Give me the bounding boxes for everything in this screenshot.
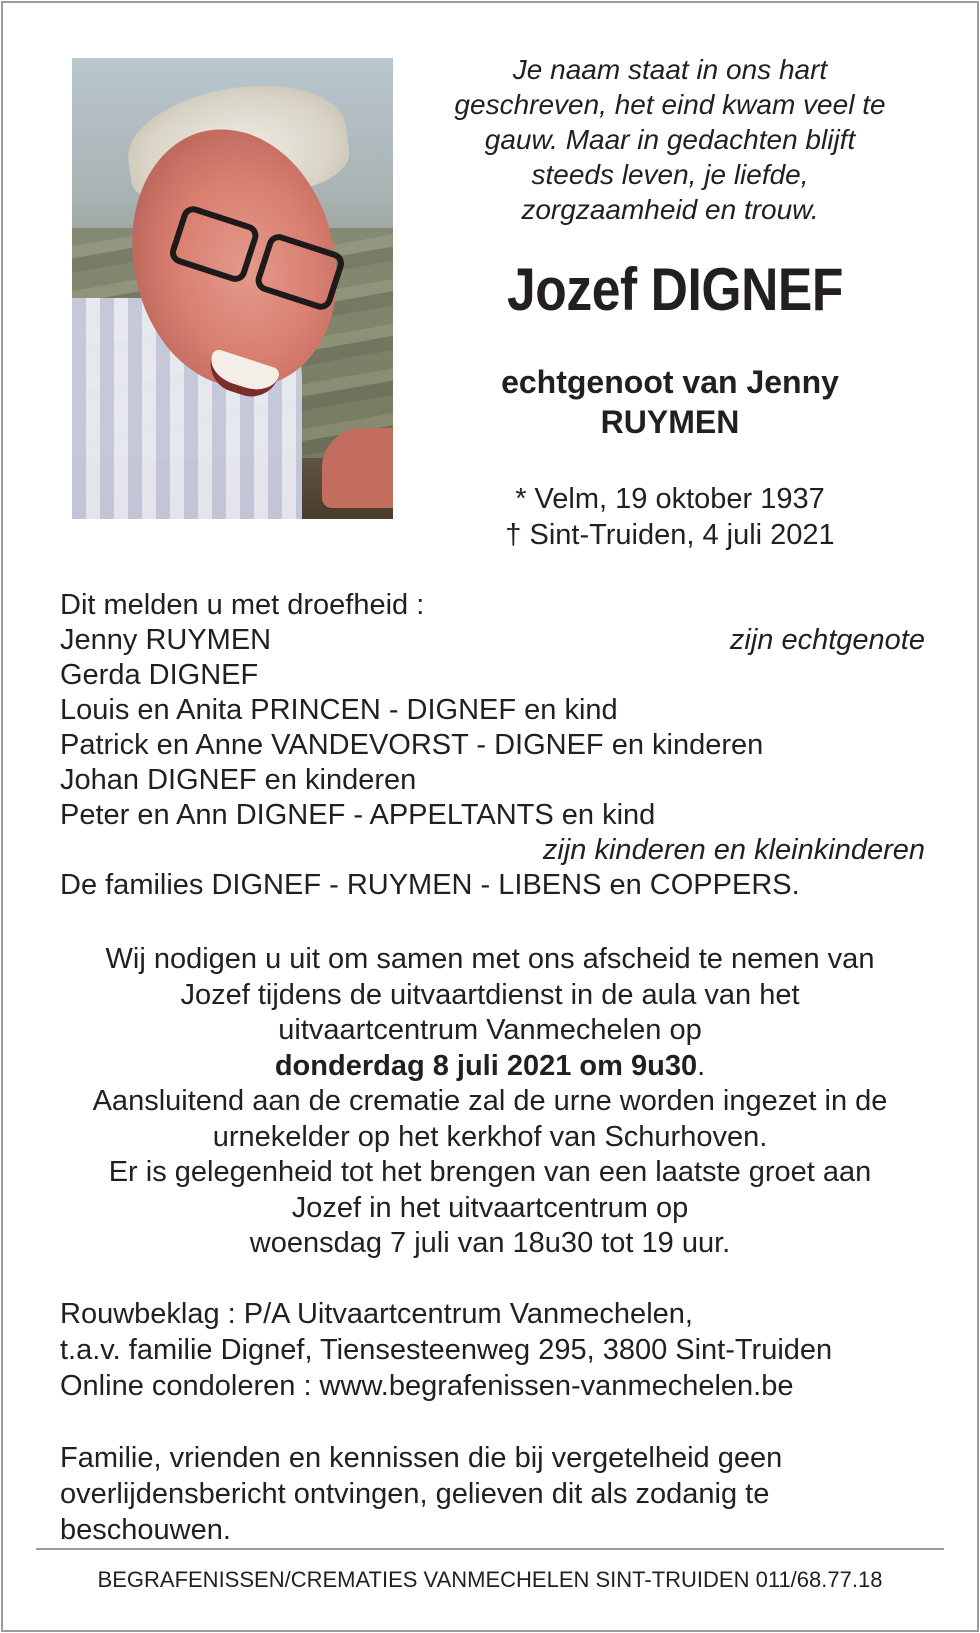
invitation-line: Jozef in het uitvaartcentrum op <box>291 1191 689 1224</box>
service-datetime: donderdag 8 juli 2021 om 9u30 <box>274 1049 698 1082</box>
family-row: Peter en Ann DIGNEF - APPELTANTS en kind <box>60 799 656 831</box>
invitation-line: woensdag 7 juli van 18u30 tot 19 uur. <box>249 1227 731 1259</box>
verse-line: Je naam staat in ons hart <box>512 54 828 85</box>
spouse-line: RUYMEN <box>600 404 740 440</box>
spouse-role: zijn echtgenote <box>729 624 925 656</box>
invitation-line: Wij nodigen u uit om samen met ons afscheid te nemen van <box>105 943 875 975</box>
invitation-line: Jozef tijdens de uitvaartdienst in de aula van het <box>180 978 800 1011</box>
condolence-contact <box>60 1296 940 1404</box>
verse-line: steeds leven, je liefde, <box>531 159 809 190</box>
family-row-spouse <box>60 623 925 658</box>
family-list <box>60 588 925 903</box>
notice-line: Familie, vrienden en kennissen die bij vergetelheid geen <box>60 1442 783 1474</box>
invitation-line: Er is gelegenheid tot het brengen van een laatste groet aan <box>108 1156 872 1188</box>
family-row: Johan DIGNEF en kinderen <box>60 764 417 796</box>
family-intro: Dit melden u met droefheid : <box>60 589 425 621</box>
invitation-line: uitvaartcentrum Vanmechelen op <box>278 1014 702 1046</box>
omission-notice <box>60 1440 940 1548</box>
funeral-home-footer: BEGRAFENISSEN/CREMATIES VANMECHELEN SINT-TRUIDEN 011/68.77.18 <box>97 1567 883 1592</box>
contact-line: t.a.v. familie Dignef, Tiensesteenweg 295, 3800 Sint-Truiden <box>60 1334 833 1366</box>
invitation-line: urnekelder op het kerkhof van Schurhoven. <box>212 1120 768 1153</box>
verse-line: geschreven, het eind kwam veel te <box>454 89 886 120</box>
memorial-verse <box>420 52 920 227</box>
birth-date: * Velm, 19 oktober 1937 <box>515 483 825 515</box>
verse-line: gauw. Maar in gedachten blijft <box>484 124 856 155</box>
family-row: Patrick en Anne VANDEVORST - DIGNEF en kinderen <box>60 729 764 761</box>
children-role: zijn kinderen en kleinkinderen <box>542 834 925 866</box>
invitation <box>45 942 935 1262</box>
portrait-photo <box>72 58 393 519</box>
notice-line: beschouwen. <box>60 1514 231 1546</box>
notice-line: overlijdensbericht ontvingen, gelieven dit als zodanig te <box>60 1478 770 1510</box>
life-dates <box>420 481 920 553</box>
spouse-of <box>420 362 920 442</box>
families-row: De families DIGNEF - RUYMEN - LIBENS en COPPERS. <box>60 869 800 901</box>
family-row: Louis en Anita PRINCEN - DIGNEF en kind <box>60 694 618 726</box>
spouse-name: Jenny RUYMEN <box>60 624 272 656</box>
spouse-line: echtgenoot van Jenny <box>501 364 839 400</box>
verse-line: zorgzaamheid en trouw. <box>521 194 819 225</box>
service-datetime-line: donderdag 8 juli 2021 om 9u30. <box>274 1049 706 1082</box>
death-date: † Sint-Truiden, 4 juli 2021 <box>505 519 835 551</box>
family-row: Gerda DIGNEF <box>60 659 259 691</box>
contact-line: Online condoleren : www.begrafenissen-vanmechelen.be <box>60 1370 794 1402</box>
invitation-line: Aansluitend aan de crematie zal de urne worden ingezet in de <box>92 1085 888 1117</box>
children-role-row <box>60 833 925 868</box>
contact-line: Rouwbeklag : P/A Uitvaartcentrum Vanmechelen, <box>60 1298 693 1330</box>
deceased-name: Jozef DIGNEF <box>506 256 844 323</box>
divider <box>36 1548 944 1550</box>
arm <box>322 428 393 508</box>
